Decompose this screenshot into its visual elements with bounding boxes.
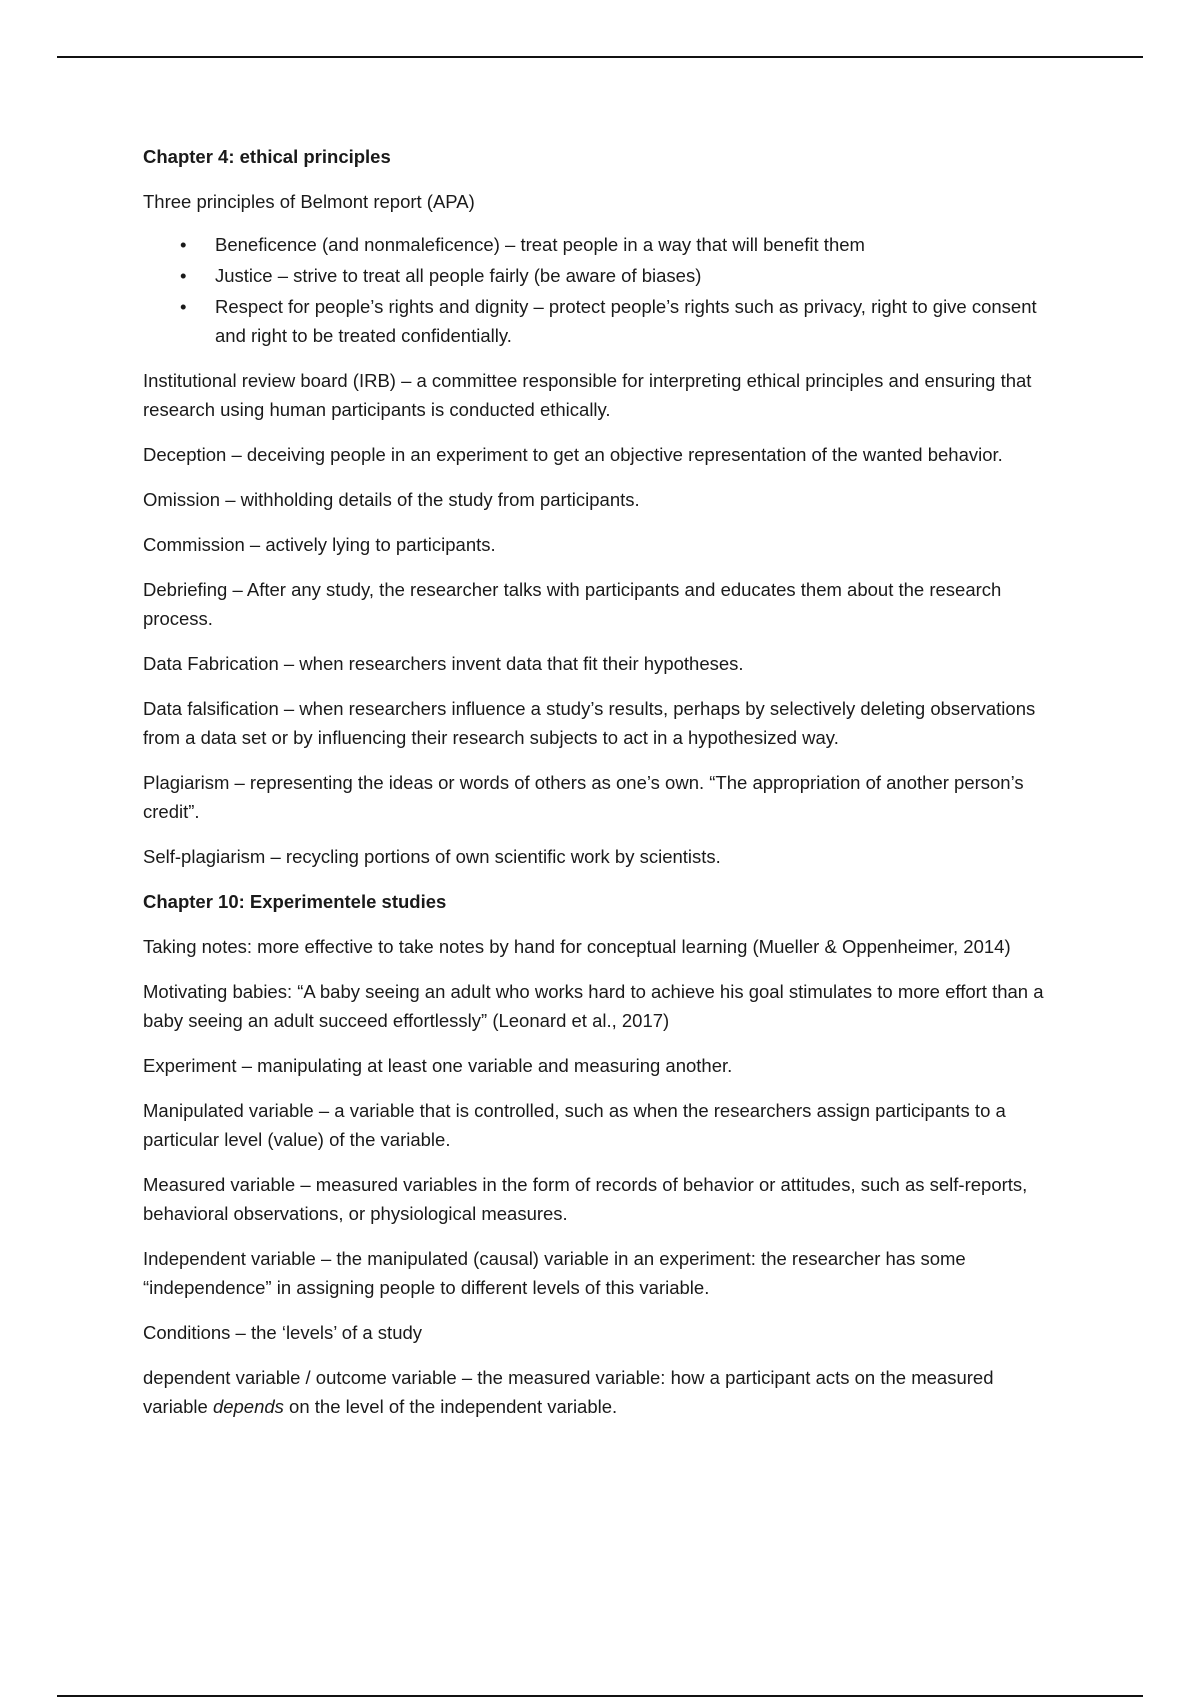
bullet-icon: • xyxy=(180,265,187,286)
definition-omission: Omission – withholding details of the study from participants. xyxy=(143,489,640,510)
note-taking-notes: Taking notes: more effective to take notes by hand for conceptual learning (Mueller & Oppenheimer, 2014) xyxy=(143,936,1011,957)
definition-debriefing: Debriefing – After any study, the researcher talks with participants and educates them about the research process. xyxy=(143,579,1002,629)
chapter-4-heading: Chapter 4: ethical principles xyxy=(143,146,391,167)
list-item xyxy=(180,292,1063,350)
principle-justice: Justice – strive to treat all people fairly (be aware of biases) xyxy=(215,265,702,286)
definition-data-fabrication: Data Fabrication – when researchers invent data that fit their hypotheses. xyxy=(143,653,744,674)
definition-experiment: Experiment – manipulating at least one variable and measuring another. xyxy=(143,1055,733,1076)
dependent-variable-emphasis: depends xyxy=(212,1396,284,1417)
belmont-principles-list xyxy=(143,230,1063,350)
definition-data-falsification: Data falsification – when researchers influence a study’s results, perhaps by selectively deleting observations from a data set or by influencing their research subjects to act in a hypothesized way. xyxy=(143,698,1036,748)
footer-rule xyxy=(57,1695,1143,1697)
definition-measured-variable: Measured variable – measured variables in the form of records of behavior or attitudes, such as self-reports, behavioral observations, or physiological measures. xyxy=(143,1174,1028,1224)
definition-self-plagiarism: Self-plagiarism – recycling portions of own scientific work by scientists. xyxy=(143,846,721,867)
definition-irb: Institutional review board (IRB) – a committee responsible for interpreting ethical principles and ensuring that research using human participants is conducted ethically. xyxy=(143,370,1032,420)
definition-manipulated-variable: Manipulated variable – a variable that is controlled, such as when the researchers assign participants to a particular level (value) of the variable. xyxy=(143,1100,1006,1150)
definition-conditions: Conditions – the ‘levels’ of a study xyxy=(143,1322,423,1343)
bullet-icon: • xyxy=(180,234,187,255)
list-item xyxy=(180,261,1063,290)
definition-plagiarism: Plagiarism – representing the ideas or words of others as one’s own. “The appropriation of another person’s credit”. xyxy=(143,772,1024,822)
principle-beneficence: Beneficence (and nonmaleficence) – treat people in a way that will benefit them xyxy=(215,234,865,255)
header-rule xyxy=(57,56,1143,58)
dependent-variable-text-start: dependent variable / outcome variable – the measured variable: how a participant acts on the measured variable xyxy=(143,1367,994,1417)
definition-independent-variable: Independent variable – the manipulated (causal) variable in an experiment: the researcher has some “independence” in assigning people to different levels of this variable. xyxy=(143,1248,966,1298)
definition-deception: Deception – deceiving people in an experiment to get an objective representation of the wanted behavior. xyxy=(143,444,1003,465)
bullet-icon: • xyxy=(180,296,187,317)
document-body xyxy=(143,142,1063,1437)
chapter-10-heading: Chapter 10: Experimentele studies xyxy=(143,891,447,912)
note-motivating-babies: Motivating babies: “A baby seeing an adult who works hard to achieve his goal stimulates to more effort than a baby seeing an adult succeed effortlessly” (Leonard et al., 2017) xyxy=(143,981,1044,1031)
list-item xyxy=(180,230,1063,259)
definition-dependent-variable xyxy=(143,1363,1063,1421)
dependent-variable-text-end: on the level of the independent variable. xyxy=(283,1396,618,1417)
principle-respect: Respect for people’s rights and dignity – protect people’s rights such as privacy, right to give consent and right to be treated confidentially. xyxy=(215,296,1037,346)
belmont-intro: Three principles of Belmont report (APA) xyxy=(143,191,475,212)
definition-commission: Commission – actively lying to participants. xyxy=(143,534,496,555)
